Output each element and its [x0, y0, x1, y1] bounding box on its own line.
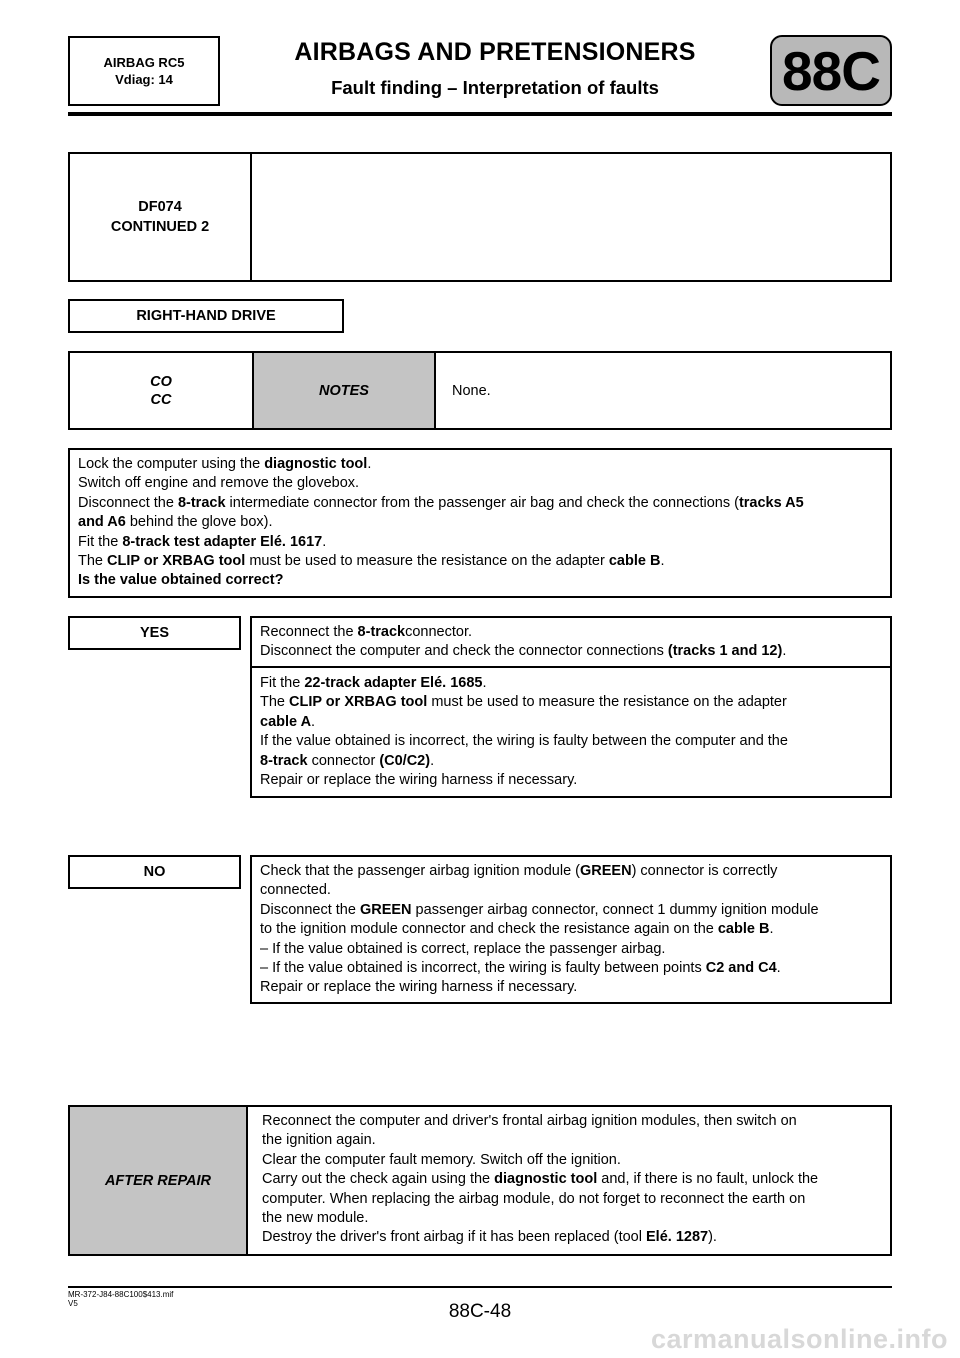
yes-step-1-line-1: Reconnect the 8-trackconnector.	[260, 624, 473, 640]
notes-value: None.	[452, 383, 491, 399]
no-step-line-7: Repair or replace the wiring harness if necessary.	[260, 979, 578, 996]
procedure-line-5: Fit the 8-track test adapter Elé. 1617.	[78, 533, 327, 550]
after-repair-line-1: Reconnect the computer and driver's frontal airbag ignition modules, then switch on	[262, 1113, 797, 1129]
notes-row	[68, 351, 892, 430]
yes-step-1-line-2: Disconnect the computer and check the connector connections (tracks 1 and 12).	[260, 643, 787, 660]
yes-step-2-line-4: If the value obtained is incorrect, the wiring is faulty between the computer and the	[260, 733, 788, 750]
cc-label: CC	[150, 391, 172, 408]
yes-step-2-line-3: cable A.	[260, 713, 316, 730]
page-number: 88C-48	[448, 1301, 512, 1322]
section-badge	[770, 35, 892, 106]
notes-label-cell	[252, 353, 436, 428]
no-step-line-2: connected.	[260, 882, 331, 899]
procedure-line-2: Switch off engine and remove the glovebox.	[78, 475, 360, 492]
footer-reference: MR-372-J84-88C100$413.mif	[68, 1290, 174, 1299]
procedure-line-3: Disconnect the 8-track intermediate connector from the passenger air bag and check the connections (tracks A5	[78, 494, 804, 511]
after-repair-box	[68, 1105, 892, 1256]
yes-step-2-line-5: 8-track connector (C0/C2).	[260, 752, 435, 769]
model-name: AIRBAG RC5	[103, 55, 185, 70]
after-repair-line-2: the ignition again.	[262, 1132, 376, 1149]
after-repair-label-cell	[70, 1107, 248, 1254]
no-step-line-1: Check that the passenger airbag ignition module (GREEN) connector is correctly	[260, 863, 778, 879]
yes-step-2	[250, 666, 892, 798]
after-repair-line-7: Destroy the driver's front airbag if it has been replaced (tool Elé. 1287).	[262, 1229, 717, 1246]
procedure-line-4: and A6 behind the glove box).	[78, 514, 273, 531]
yes-step-2-line-6: Repair or replace the wiring harness if necessary.	[260, 772, 578, 789]
no-step-line-5: – If the value obtained is correct, replace the passenger airbag.	[260, 940, 666, 957]
no-step	[250, 855, 892, 1004]
no-step-line-4: to the ignition module connector and check the resistance again on the cable B.	[260, 921, 774, 938]
fault-code: DF074	[138, 199, 182, 215]
procedure-line-6: The CLIP or XRBAG tool must be used to measure the resistance on the adapter cable B.	[78, 553, 665, 570]
yes-label: YES	[139, 625, 169, 641]
yes-step-2-line-2: The CLIP or XRBAG tool must be used to measure the resistance on the adapter	[260, 694, 787, 711]
procedure-box	[68, 448, 892, 598]
fault-code-cell	[70, 154, 252, 280]
page-subtitle: Fault finding – Interpretation of faults	[331, 77, 659, 98]
drive-type-label-box	[68, 299, 344, 333]
fault-header-box	[68, 152, 892, 282]
header-rule	[68, 112, 892, 116]
vdiag-label: Vdiag: 14	[115, 72, 173, 87]
after-repair-text	[262, 1112, 887, 1248]
model-box	[68, 36, 220, 106]
no-step-line-6: – If the value obtained is incorrect, the wiring is faulty between points C2 and C4.	[260, 960, 781, 977]
after-repair-line-6: the new module.	[262, 1210, 369, 1227]
watermark-text: carmanualsonline.info	[650, 1324, 948, 1354]
no-label: NO	[143, 864, 166, 880]
no-step-line-3: Disconnect the GREEN passenger airbag connector, connect 1 dummy ignition module	[260, 901, 819, 918]
section-code: 88C	[782, 39, 880, 102]
procedure-line-1: Lock the computer using the diagnostic tool.	[78, 456, 372, 472]
after-repair-line-4: Carry out the check again using the diagnostic tool and, if there is no fault, unlock the	[262, 1171, 819, 1188]
page-title: AIRBAGS AND PRETENSIONERS	[294, 38, 696, 66]
yes-step-1	[250, 616, 892, 668]
notes-label: NOTES	[319, 382, 369, 399]
footer-version: V5	[68, 1299, 78, 1308]
after-repair-label: AFTER REPAIR	[104, 1172, 212, 1189]
footer-rule	[68, 1286, 892, 1288]
co-cc-cell	[70, 353, 252, 428]
after-repair-line-3: Clear the computer fault memory. Switch off the ignition.	[262, 1151, 621, 1168]
no-label-box	[68, 855, 241, 889]
yes-label-box	[68, 616, 241, 650]
drive-type-label: RIGHT-HAND DRIVE	[136, 308, 276, 324]
procedure-question: Is the value obtained correct?	[78, 572, 284, 589]
co-label: CO	[150, 373, 172, 390]
yes-step-2-line-1: Fit the 22-track adapter Elé. 1685.	[260, 675, 487, 691]
after-repair-line-5: computer. When replacing the airbag module, do not forget to reconnect the earth on	[262, 1190, 806, 1207]
fault-continued: CONTINUED 2	[110, 219, 210, 235]
